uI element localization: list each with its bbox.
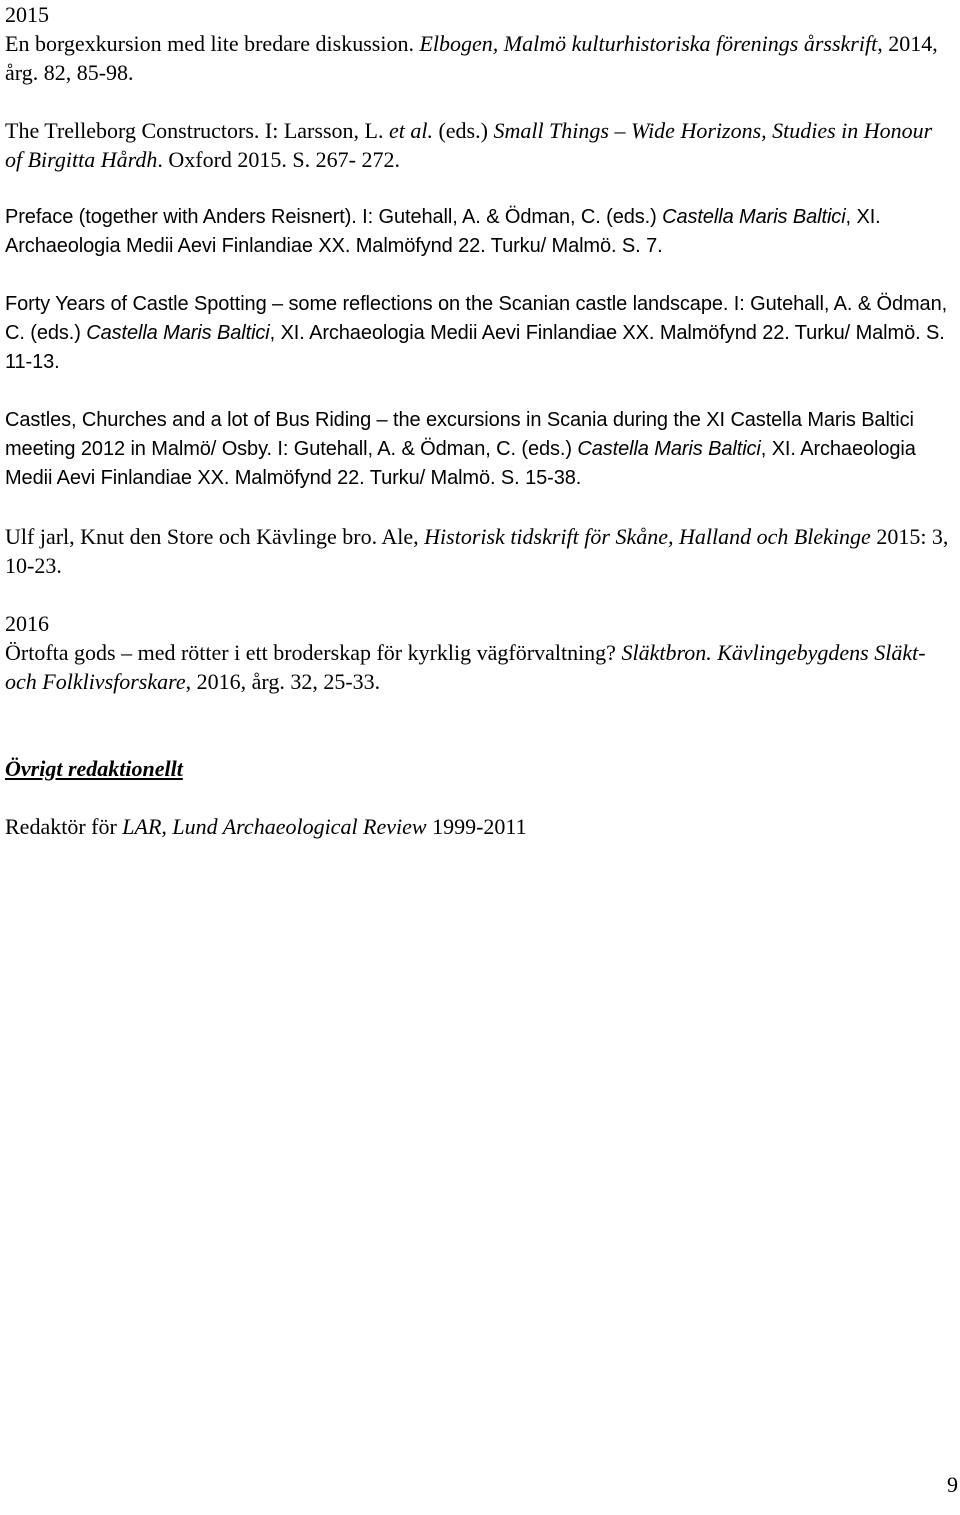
- publication-entry-ortofta: [5, 638, 950, 696]
- entry-book: Small Things – Wide Horizons, Studies in Honour of Birgitta Hårdh: [5, 118, 933, 172]
- editorial-heading: Övrigt redaktionellt: [5, 756, 183, 781]
- publication-entry-ulf-jarl: [5, 522, 950, 580]
- entry-title: En borgexkursion med lite bredare diskussion.: [5, 31, 420, 56]
- entry-title: Örtofta gods – med rötter i ett broderskap för kyrklig vägförvaltning?: [5, 640, 622, 665]
- entry-details: , XI. Archaeologia Medii Aevi Finlandiae XX. Malmöfynd 22. Turku/ Malmö. S. 7.: [5, 206, 881, 257]
- entry-title: Castles, Churches and a lot of Bus Riding – the excursions in Scania during the XI Castella Maris Baltici meeting 2012 in Malmö/ Osby. I: Gutehall, A. & Ödman, C. (eds.): [5, 409, 914, 460]
- publication-entry-castles-churches: [5, 406, 950, 493]
- publication-entry-forty-years: [5, 290, 950, 377]
- document-page: [5, 0, 950, 841]
- editorial-years: 1999-2011: [426, 814, 527, 839]
- publication-entry-borgexkursion: [5, 29, 950, 87]
- entry-etal: et al.: [388, 118, 433, 143]
- publication-entry-preface: [5, 203, 950, 261]
- page-number: 9: [947, 1472, 958, 1497]
- entry-title: The Trelleborg Constructors. I: Larsson, L.: [5, 118, 389, 143]
- entry-book: Castella Maris Baltici: [577, 438, 761, 460]
- entry-book: Castella Maris Baltici: [86, 322, 270, 344]
- editorial-text: Redaktör för: [5, 814, 123, 839]
- entry-details: , XI. Archaeologia Medii Aevi Finlandiae XX. Malmöfynd 22. Turku/ Malmö. S. 11-13.: [5, 322, 945, 373]
- entry-book: Castella Maris Baltici: [662, 206, 846, 228]
- section-year-2015: 2015: [5, 2, 49, 27]
- editorial-entry: [5, 812, 950, 841]
- entry-details: 2015: 3, 10-23.: [5, 524, 949, 578]
- entry-journal: Släktbron. Kävlingebygdens Släkt- och Folklivsforskare: [5, 640, 926, 694]
- section-year-2016: 2016: [5, 611, 49, 636]
- entry-title: Ulf jarl, Knut den Store och Kävlinge bro. Ale,: [5, 524, 425, 549]
- entry-details: , 2014, årg. 82, 85-98.: [5, 31, 938, 85]
- entry-details: , 2016, årg. 32, 25-33.: [185, 669, 381, 694]
- entry-journal: Historisk tidskrift för Skåne, Halland och Blekinge: [424, 524, 871, 549]
- entry-title: Preface (together with Anders Reisnert). I: Gutehall, A. & Ödman, C. (eds.): [5, 206, 663, 228]
- entry-journal: Elbogen, Malmö kulturhistoriska förenings årsskrift: [419, 31, 878, 56]
- entry-title: Forty Years of Castle Spotting – some reflections on the Scanian castle landscape. I: Gutehall, A. & Ödman, C. (eds.): [5, 293, 948, 344]
- entry-details: , XI. Archaeologia Medii Aevi Finlandiae XX. Malmöfynd 22. Turku/ Malmö. S. 15-38.: [5, 438, 916, 489]
- entry-details: . Oxford 2015. S. 267- 272.: [157, 147, 400, 172]
- publication-entry-trelleborg: [5, 116, 950, 174]
- editorial-journal: LAR, Lund Archaeological Review: [122, 814, 427, 839]
- entry-eds: (eds.): [432, 118, 494, 143]
